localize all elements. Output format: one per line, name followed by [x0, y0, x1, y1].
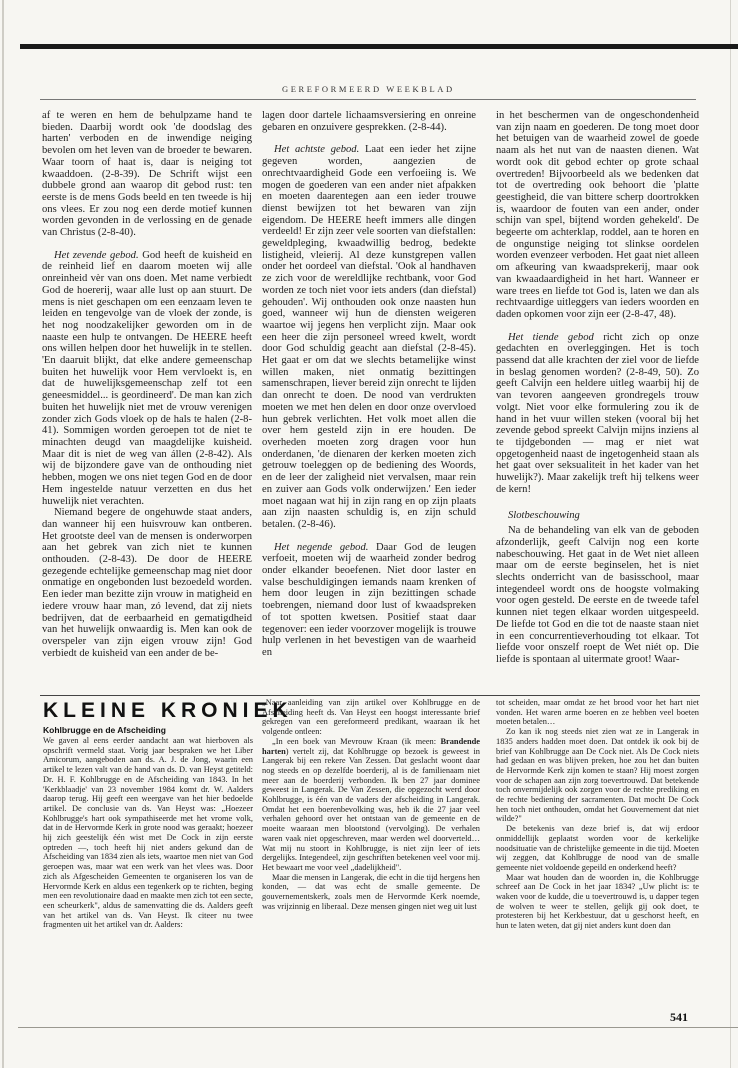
running-header: GEREFORMEERD WEEKBLAD	[282, 84, 455, 94]
paragraph: Na de behandeling van elk van de geboden afzonderlijk, geeft Calvijn nog een korte nabeschouwing. Het gaat in de Wet niet alleen maar om de eerste beginselen, het is niet slechts onderricht van de basisschool, maar integendeel wordt ons de hoogste volmaking voor ogen gesteld. De eerste en de tweede tafel kunnen niet tegen elkaar worden uitgespeeld. De liefde tot God en die tot de naaste staan niet in een concurrentieverhouding tot elkaar. Tot liefde voor onszelf roept de Wet niét op. Die liefde is spontaan al uitermate groot! Waar-	[496, 525, 699, 665]
top-bar	[20, 44, 738, 49]
paragraph	[262, 542, 476, 659]
paragraph: Niemand begere de ongehuwde staat anders, dan wanneer hij een huisvrouw kan ontberen. Het grootste deel van de mensen is onderworpen aan het gebrek van zich niet te kunnen onthouden. (2-8-43). De door de HEERE gezegende echtelijke gemeenschap mag niet door onmatige en ongebonden lust bezoedeld worden. Een ieder man bezitte zijn vrouw in matigheid en iedere vrouw haar man, zó levend, dat zij niets bedrijven, dat de eerbaarheid en gematigdheid van het huwelijk onwaardig is. Men kan ook de overspeler van zijn eigen vrouw zijn! God verbiedt de kuisheid van een ander de be-	[42, 507, 252, 659]
section-divider	[40, 695, 700, 696]
paragraph-text: God heeft de kuisheid en de reinheid lief en daarom moeten wij alle onreinheid vèr van ons doen. Met name verbiedt God de hoererij, waar alle lust op aan stuurt. De mens is niet geschapen om een eenzaam leven te leiden en tengevolge van de vloek der zonde, is het nog noodzakelijker geworden om in de naaste een hulp te ontvangen. De HEERE heeft ons willen helpen door het huwelijk in te stellen. 'En daaruit blijkt, dat elke andere gemeenschap buiten het huwelijk voor Hem vervloekt is, en dat de huwelijksgemeenschap zelf tot een geneesmiddel... is geordineerd'. De man kan zich buiten het huwelijk niet met de vrouw verenigen zonder zich Gods vloek op de hals te halen (2-8-41). Sommigen worden geroepen tot de niet te minachten deugd van maagdelijke kuisheid. Maar dit is niet de weg van állen (2-8-42). Als wij de bijzondere gave van de onthouding niet hebben, mogen we ons niet tegen God en de door Hem ingestelde natuur verzetten en dus het huwelijk niet verachten.	[42, 249, 252, 507]
paragraph: Maar wat houden dan de woorden in, die Kohlbrugge schreef aan De Cock in het jaar 1834? „Uw plicht is: te waken voor de kudde, die u toevertrouwd is, u dapper tegen de wolven te weer te stellen, gelijk gij ook doet, te protesteren bij het Kerkbestuur, dat u geschorst heeft, en hun te laten weten, dat gij niet anders kunt doen dan	[496, 872, 699, 931]
quote-text: „In een boek van Mevrouw Kraan (ik meen:	[272, 736, 441, 746]
section-heading: Het negende gebod.	[274, 541, 369, 553]
kroniek-column-2	[262, 698, 480, 911]
section-heading: Het achtste gebod.	[274, 144, 360, 156]
book-title: Brandende harten	[262, 736, 480, 756]
paragraph: De betekenis van deze brief is, dat wij erdoor onmiddellijk geplaatst worden voor de kerkelijke noodsituatie van de christelijke gemeente in die tijd. Moeten wij zeggen, dat Kohlbrugge de nood van de smalle gemeente niet voldoende gepeild en onderkend heeft?	[496, 824, 699, 872]
paragraph: Zo kan ik nog steeds niet zien wat ze in Langerak in 1835 anders hadden moet doen. Dat ontdek ik ook bij de brief van Kohlbrugge aan De Cock niet. Als De Cock niets had gedaan en was blijven preken, hoe zou het dan buiten de Hervormde Kerk zijn komen te staan? Hij moest zorgen voor de schapen aan zijn zorg toevertrouwd. Dat betekende toch onvermijdelijk ook zorgen voor de rechte prediking en de rechte bediening der sacramenten. Dat mocht De Cock hen toch niet onthouden, omdat het Gouvernement dat niet wilde?"	[496, 727, 699, 824]
paragraph: We gaven al eens eerder aandacht aan wat hierboven als opschrift vermeld staat. Vorig jaar bespraken we het Liber Amicorum, aangeboden aan ds. A. J. de Jong, waarin een artikel te lezen valt van de hand van ds. D. van Heyst getiteld: Dr. H. F. Kohlbrugge en de Afscheiding van 1843. In het 'Kerkblaadje' van 23 november 1984 komt dr. W. Aalders daarop terug. Hij geeft een weergave van het hier bedoelde artikel. De conclusie van ds. Van Heyst was: „Hoezeer Kohlbrugge's hart ook sympathiseerde met het vrome volk, dat in de Hervormde Kerk in grote nood was geraakt; hoezeer hij zich geestelijk één wist met De Cock in zijn eerste optreden —, toch heeft hij niet anders gekund dan de Afscheiding van 1834 zien als iets, waartoe men niet van God geroepen was, maar wat een werk van het vlees was. Door zich als Afgescheiden Gemeenten te organiseren los van de Hervormde Kerk en aldus een tegenkerk op te richten, beging men een revolutionaire daad en maakte men zich tot een secte, een scheurkerk", aldus de samenvatting die ds. Aalders geeft van het artikel van ds. Van Heyst. Ik citeer nu twee fragmenten uit het artikel van dr. Aalders:	[43, 736, 253, 930]
article-column-1	[42, 110, 252, 659]
paragraph	[262, 144, 476, 530]
section-heading: Het zevende gebod.	[54, 249, 139, 261]
bottom-rule	[18, 1027, 738, 1028]
paragraph-text: richt zich op onze gedachten en overleggingen. Het is toch passend dat alle krachten der ziel voor de liefde in beslag genomen worden? (2-8-49, 50). Zo geeft Calvijn een heldere uitleg waarbij hij de van tevoren aangeeven grondregels trouw volgt. Niet voor elke formulering zou ik de hand in het vuur willen steken (vooral bij het zevende gebod spreekt Calvijn mijns inziens al te tijdgebonden — mag er niet wat opgetogenheid naast de ingetogenheid staan als het gaat over seksualiteit in het kader van het huwelijk?). Maar zakelijk treft hij telkens weer de kern!	[496, 331, 699, 495]
kroniek-column-3	[496, 698, 699, 931]
article-column-3	[496, 110, 699, 666]
header-rule	[40, 99, 696, 100]
page-edge-left	[2, 0, 4, 1068]
quote-text: ) vertelt zij, dat Kohlbrugge op bezoek is geweest in Langerak bij een rekere Van Zessen. Dat geslacht woont daar nog steeds en op dezelfde boerderij, al is de familienaam niet meer aan de boerderij verbonden. Ik ben 27 jaar dominee geweest in Langerak. De Van Zessen, die opgezocht werd door Kohlbrugge, is één van de vaders der afscheiding in Langerak. Omdat het een boerenbevolking was, heb ik die 27 jaar veel verhalen gehoord over het ontstaan van de gemeente en de moeite waaraan men blootstond (vervolging). De verhalen waren vaak niet opgeschreven, maar werden wel doorverteld… Wat mij nu stoort in Kohlbrugge, is niet zijn leer of iets dergelijks. Integendeel, zijn geschriften betekenen veel voor mij. Het bewaart me voor veel „dadelijkheid".	[262, 746, 480, 872]
kroniek-subtitle: Kohlbrugge en de Afscheiding	[43, 725, 166, 735]
paragraph-text: Daar God de leugen verfoeit, moeten wij de waarheid zonder bedrog onder elkander beoefenen. Niet door laster en valse beschuldigingen iemands naam krenken of hem door leugen in zijn bezittingen schade toebrengen, niemand door lust of kwaadspreken of tot spotten kwetsen. Positief staat daar tegenover: een ieder voorzover mogelijk is trouwe hulp verlenen in het bevestigen van de waarheid en	[262, 541, 476, 658]
kroniek-title: KLEINE KRONIEK	[43, 699, 293, 722]
paragraph: lagen door dartele lichaamsversiering en onreine gebaren en onzuivere gesprekken. (2-8-44).	[262, 110, 476, 133]
paragraph: „Naar aanleiding van zijn artikel over Kohlbrugge en de Afscheiding heeft ds. Van Heyst een hoogst interessante brief gekregen van een gereformeerd predikant, waaraan ik het volgende ontleen:	[262, 698, 480, 737]
paragraph: Maar die mensen in Langerak, die echt in die tijd hergens hen konden, — dat was echt de smalle gemeente. De gouvernementskerk, zoals men de Hervormde Kerk noemde, was vrijzinnig en liberaal. Deze mensen gingen niet weg uit lust	[262, 872, 480, 911]
paragraph	[496, 332, 699, 496]
kroniek-column-1	[43, 736, 253, 930]
paragraph: in het beschermen van de ongeschondenheid van zijn naam en goederen. De tong moet door het betuigen van de waarheid zowel de goede naam als het nut van de naasten dienen. Wat wordt ook dit gebod echter op grote schaal overtreden! Bijvoorbeeld als we bedenken dat tot de overtreding ook behoort die 'platte geestigheid, die van bittere scherp doortrokken is, waardoor de fouten van een ander, onder schijn van spel, bijtend worden gehekeld'. De begeerte om achterklap, roddel, aan te horen en de ongunstige neiging tot slinkse oordelen worden evenzeer verboden. Het gaat niet alleen om afkeuring van kwaadsprekerij, maar ook van kwaadaardigheid in het hart. Wanneer er ware trees en liefde tot God is, laten we dan als rechtvaardige uitleggers van ieders woorden en daden opkomen voor zijn eer (2-8-47, 48).	[496, 110, 699, 320]
article-column-2	[262, 110, 476, 659]
paragraph	[42, 250, 252, 507]
paragraph: tot scheiden, maar omdat ze het brood voor het hart niet vonden. Het waren arme boeren en ze hebben veel boeten moeten betalen…	[496, 698, 699, 727]
paragraph-text: Laat een ieder het zijne gegeven worden, aangezien de onrechtvaardigheid Gode een verfoeiing is. We mogen de goederen van een ander niet afpakken en moeten daarentegen aan een ieder trouwe dienst bewijzen tot het bewaren van zijn eigendom. De HEERE heeft immers alle dingen verdeeld! Er zijn zeer vele soorten van diefstallen: geweldpleging, kwaadwillig bedrog, bedekte listigheid, vleierij. Al deze kunstgrepen vallen onder het oordeel van diefstal. 'Ook al handhaven ze zich voor de wereldlijke rechtbank, voor God worden ze toch niet voor iets anders (dan diefstal) gehouden'. Wij onthouden ook onze naasten hun goed, wanneer wij hun de diensten weigeren waartoe wij jegens hen verplicht zijn. Maar ook een heer die zijn personeel wreed kwelt, wordt door God schuldig geacht aan diefstal (2-8-45). Het gaat er om dat we slechts betamelijke winst willen maken, niet onmatig bezittingen samenschrapen, liever bereid zijn onrecht te lijden dan onrecht te doen. De nood van verdrukten moeten we met hen delen en door onze overvloed hun gebrek verlichten. Het volk moet allen die over hem gesteld zijn in ere houden. De overheden moeten zorg dragen voor hun onderdanen, 'de dienaren der kerken moeten zich getrouw toeleggen op de bediening des Woords, en de leer der zaligheid niet vervalsen, maar rein en zuiver aan Gods volk onderwijzen.' Een ieder moet nagaan wat hij in zijn rang en op zijn plaats aan zijn naasten schuldig is, en zijn schuld betalen. (2-8-46).	[262, 144, 476, 530]
section-heading: Slotbeschouwing	[508, 509, 580, 521]
paragraph: af te weren en hem de behulpzame hand te bieden. Daarbij wordt ook 'de doodslag des harten' verboden en de inwendige neiging bevolen om het leven van de broeder te bewaren. Waar toorn of haat is, daar is neiging tot kwaaddoen. (2-8-39). De Schrift wijst een dubbele grond aan waarop dit gebod rust: ten eerste is de mens Gods beeld en ten tweede is hij ons vlees. Er zou nog een derde motief kunnen worden gevonden in de verlossing en de genade van Christus (2-8-40).	[42, 110, 252, 239]
page-edge-right	[730, 0, 731, 1068]
section-heading: Het tiende gebod	[508, 331, 594, 343]
paragraph	[262, 737, 480, 873]
page-number: 541	[670, 1010, 688, 1024]
